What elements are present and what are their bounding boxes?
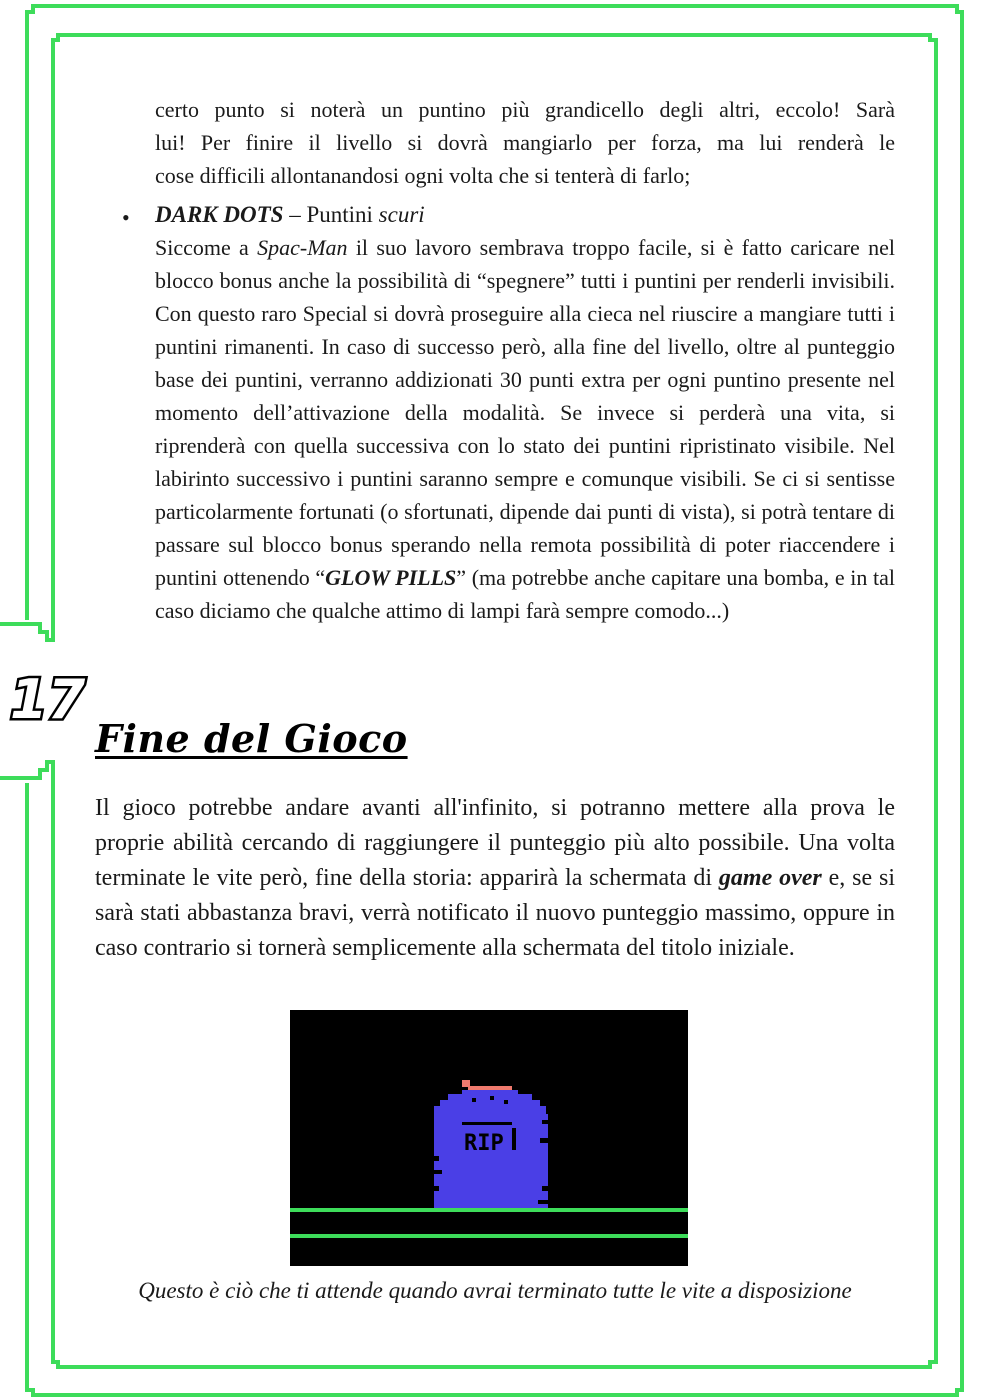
game-over-screenshot xyxy=(290,1010,688,1266)
ground-line-top xyxy=(290,1208,688,1212)
para-text-2: e, se si sarà stati abbastanza bravi, verrà notificato il nuovo punteggio massimo, oppure in caso contrario si tornerà semplicemente alla schermata del titolo iniziale. xyxy=(95,865,896,961)
game-name: Spac-Man xyxy=(257,235,348,260)
desc-text-2: il suo lavoro sembrava troppo facile, si è fatto caricare nel blocco bonus anche la possibilità di “spegnere” tutti i puntini per renderli invisibili. Con questo raro Special si dovrà proseguire alla cieca nel riuscire a mangiare tutti i puntini rimanenti. In caso di successo però, alla fine del livello, oltre al punteggio base dei puntini, verranno addizionati 30 punti extra per ogni puntino presente nel momento dell’attivazione della modalità. Se invece si perderà una vita, si riprenderà con quella successiva con lo stato dei puntini ripristinato visibile. Nel labirinto successivo i puntini saranno sempre e comunque visibili. Se ci si sentisse particolarmente fortunati (o sfortunati, dipende dai punti di vista), si potrà tentare di passare sul blocco bonus sperando nella remota possibilità di poter riaccendere i puntini ottenendo “ xyxy=(155,235,895,590)
desc-text-1: Siccome a xyxy=(155,235,258,260)
bullet-heading xyxy=(155,198,425,231)
page-number: 17 xyxy=(10,670,86,726)
tomb-flower-bud xyxy=(462,1080,470,1087)
screenshot-caption: Questo è ciò che ti attende quando avrai terminato tutte le vite a disposizione xyxy=(138,1278,852,1303)
rip-text: RIP xyxy=(464,1131,504,1156)
bullet-marker: • xyxy=(122,205,130,230)
dark-dots-description xyxy=(155,231,895,627)
continuation-line-2: lui! Per finire il livello si dovrà mangiarlo per forza, ma lui renderà le xyxy=(155,130,895,155)
page-number-badge xyxy=(6,670,90,726)
rip-bar xyxy=(512,1128,516,1150)
continuation-paragraph xyxy=(155,93,895,192)
rip-overline xyxy=(462,1122,512,1125)
section-paragraph xyxy=(95,791,895,966)
frame-notch-top xyxy=(0,620,53,640)
ground-line-bottom xyxy=(290,1234,688,1238)
frame-notch-bottom xyxy=(0,762,53,783)
section-heading: Fine del Gioco xyxy=(95,716,408,761)
bullet-dash: – Puntini xyxy=(283,202,379,227)
continuation-line-3: cose difficili allontanandosi ogni volta che si tenterà di farlo; xyxy=(155,163,691,188)
glow-pills-term: GLOW PILLS xyxy=(325,565,457,590)
game-over-scene xyxy=(290,1010,688,1266)
para-text-1: Il gioco potrebbe andare avanti all'infinito, si potranno mettere alla prova le proprie abilità cercando di raggiungere il punteggio più alto possibile. Una volta terminate le vite però, fine della storia: apparirà la schermata di xyxy=(95,795,895,891)
game-over-term: game over xyxy=(718,865,822,891)
bullet-term: DARK DOTS xyxy=(155,202,284,227)
desc-text-3: ” (ma potrebbe anche capitare una bomba, e in tal caso diciamo che qualche attimo di lampi farà sempre comodo...) xyxy=(155,565,895,623)
continuation-line-1: certo punto si noterà un puntino più grandicello degli altri, eccolo! Sarà xyxy=(155,97,895,122)
bullet-translation: scuri xyxy=(378,202,425,227)
